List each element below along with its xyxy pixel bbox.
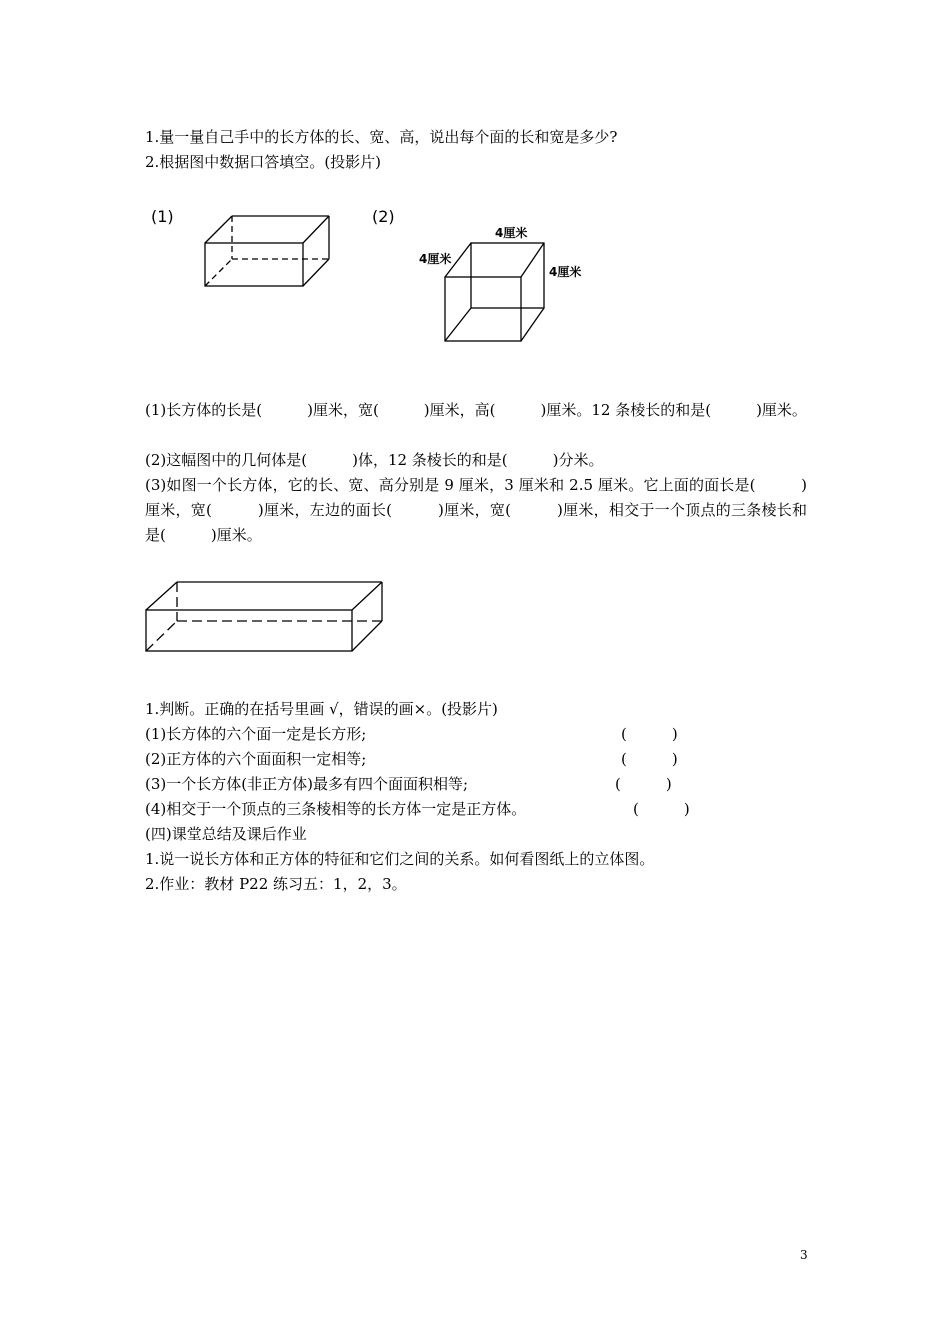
fill-blank-3: (3)如图一个长方体，它的长、宽、高分别是 9 厘米，3 厘米和 2.5 厘米。它上面的面长是( )厘米，宽( )厘米，左边的面长( )厘米，宽( )厘米，相交于一个顶点的三条棱长和是( )厘米。 xyxy=(145,476,807,544)
judgement-blank-4[interactable]: ( ) xyxy=(633,800,690,818)
judgement-blank-3[interactable]: ( ) xyxy=(615,775,672,793)
cuboid-figure-3 xyxy=(142,577,387,655)
summary-item-1: 1.说一说长方体和正方体的特征和它们之间的关系。如何看图纸上的立体图。 xyxy=(145,850,655,868)
judgement-blank-1[interactable]: ( ) xyxy=(621,725,678,743)
fill-blank-1: (1)长方体的长是( )厘米，宽( )厘米，高( )厘米。12 条棱长的和是( )厘米。 xyxy=(145,401,807,419)
cuboid-figure-1 xyxy=(200,210,332,290)
summary-item-2: 2.作业：教材 P22 练习五：1，2，3。 xyxy=(145,875,407,893)
page-number: 3 xyxy=(800,1248,808,1262)
cube-figure-2 xyxy=(440,236,552,346)
judgement-item-1: (1)长方体的六个面一定是长方形; xyxy=(145,725,367,743)
cube-top-dimension: 4厘米 xyxy=(495,226,528,240)
cube-right-dimension: 4厘米 xyxy=(549,265,582,279)
summary-heading: (四)课堂总结及课后作业 xyxy=(145,825,307,843)
fill-blank-2: (2)这幅图中的几何体是( )体，12 条棱长的和是( )分米。 xyxy=(145,451,604,469)
figure-1-label: (1) xyxy=(151,207,174,226)
figure-2-label: (2) xyxy=(372,207,395,226)
judgement-blank-2[interactable]: ( ) xyxy=(621,750,678,768)
question-1: 1.量一量自己手中的长方体的长、宽、高，说出每个面的长和宽是多少? xyxy=(145,128,618,146)
judgement-item-2: (2)正方体的六个面面积一定相等; xyxy=(145,750,367,768)
judgement-title: 1.判断。正确的在括号里画 √，错误的画×。(投影片) xyxy=(145,700,498,718)
judgement-item-3: (3)一个长方体(非正方体)最多有四个面面积相等; xyxy=(145,775,469,793)
cube-left-dimension: 4厘米 xyxy=(419,252,452,266)
judgement-item-4: (4)相交于一个顶点的三条棱相等的长方体一定是正方体。 xyxy=(145,800,527,818)
question-2: 2.根据图中数据口答填空。(投影片) xyxy=(145,153,382,171)
